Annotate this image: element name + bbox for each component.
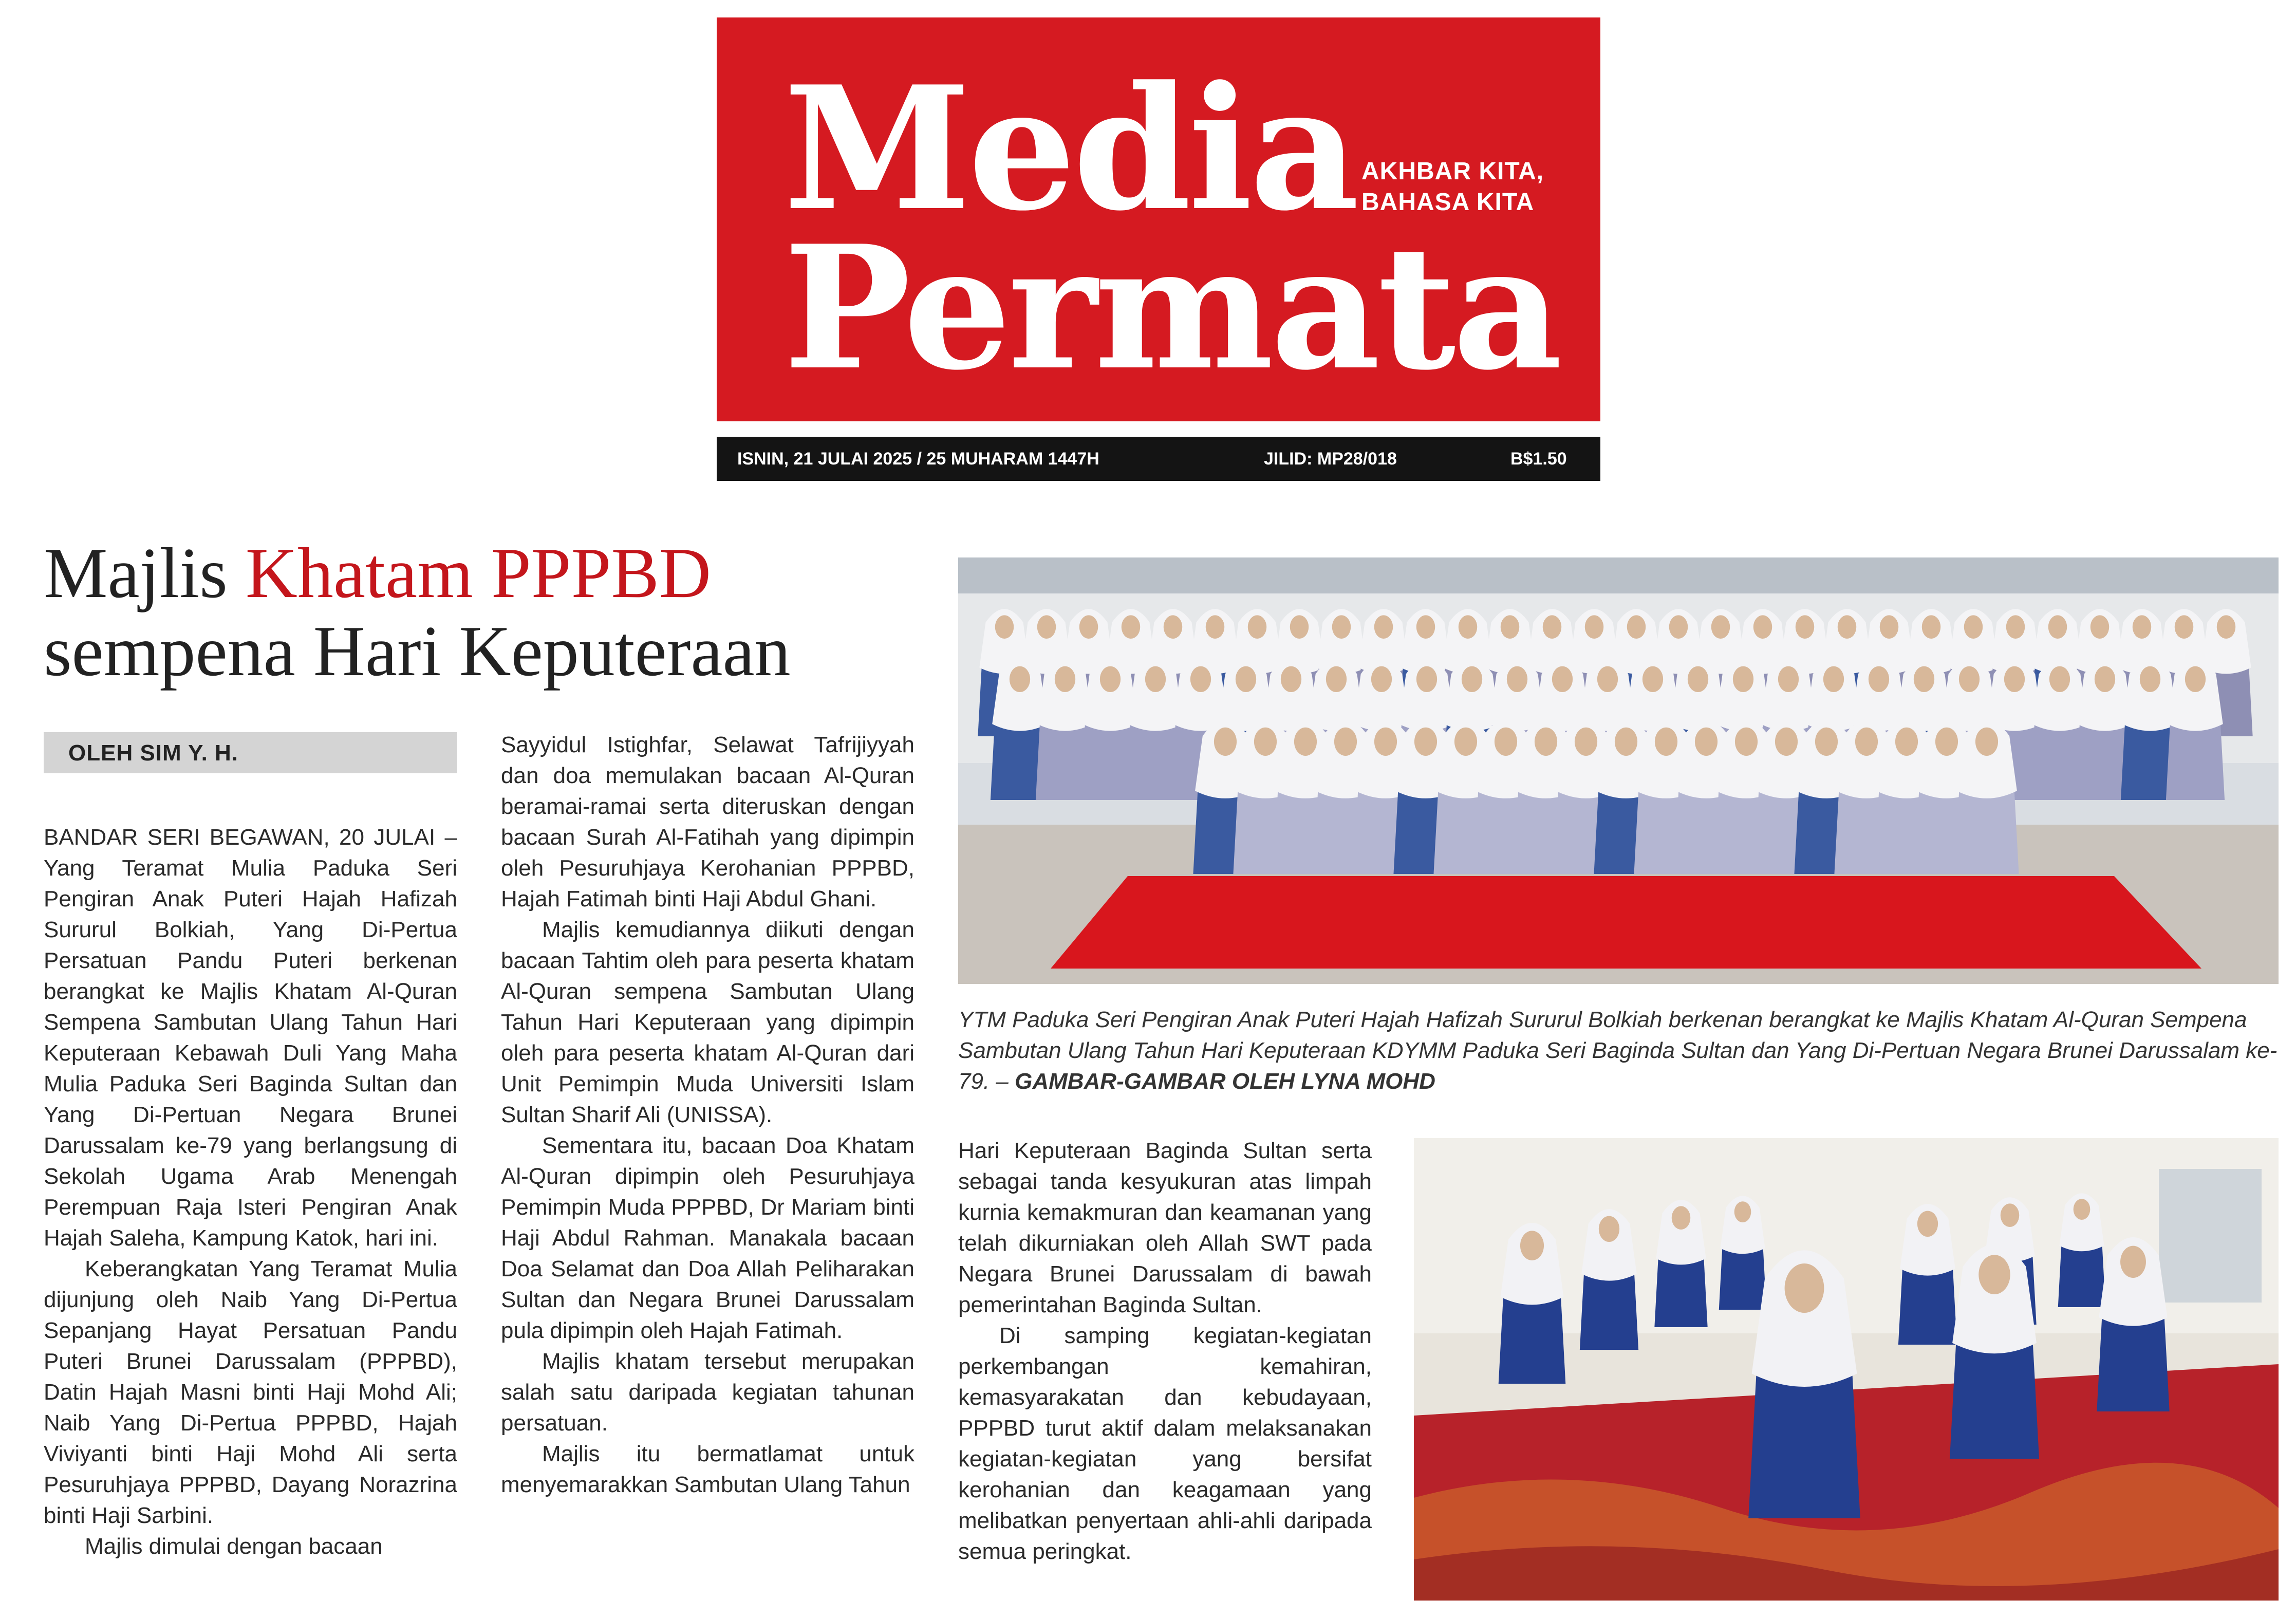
article-column-1 xyxy=(44,822,457,1598)
tagline-line-2: BAHASA KITA xyxy=(1361,189,1535,216)
article-column-3 xyxy=(958,1136,1372,1598)
byline-bar xyxy=(44,732,457,773)
photo-credit: GAMBAR-GAMBAR OLEH LYNA MOHD xyxy=(1015,1069,1435,1094)
photo-figure xyxy=(1954,720,2019,874)
paragraph: Sementara itu, bacaan Doa Khatam Al-Quran dipimpin oleh Pesuruhjaya Pemimpin Muda PPPBD, Dr Mariam binti Haji Abdul Rahman. Manakala bacaan Doa Selamat dan Doa Allah Peliharakan Sultan dan Negara Brunei Darussalam pula dipimpin oleh Hajah Fatimah. xyxy=(501,1133,914,1343)
issue-price: B$1.50 xyxy=(1510,449,1567,469)
photo-figure xyxy=(2166,659,2225,800)
headline-line2: sempena Hari Keputeraan xyxy=(44,611,791,691)
photo-figure xyxy=(2097,1237,2169,1411)
paragraph: Majlis dimulai dengan bacaan xyxy=(85,1534,383,1559)
participants-photo xyxy=(1414,1138,2279,1601)
group-photo xyxy=(958,557,2279,984)
photo-caption xyxy=(958,1005,2279,1097)
photo-figure xyxy=(2058,1193,2105,1307)
masthead-title-media: Media xyxy=(783,49,1357,248)
photo-figure xyxy=(1719,1196,1766,1310)
article-headline xyxy=(44,534,948,691)
headline-part1: Majlis xyxy=(44,533,246,613)
paragraph: Majlis kemudiannya diikuti dengan bacaan Tahtim oleh para peserta khatam Al-Quran sempena Sambutan Ulang Tahun Hari Keputeraan yang dipimpin oleh para peserta khatam Al-Quran dari Unit Pemimpin Muda Universiti Islam Sultan Sharif Ali (UNISSA). xyxy=(501,917,914,1127)
article-column-2 xyxy=(501,730,914,1598)
tagline-line-1: AKHBAR KITA, xyxy=(1361,158,1544,185)
paragraph: Majlis itu bermatlamat untuk menyemarakkan Sambutan Ulang Tahun xyxy=(501,1441,914,1497)
date-bar xyxy=(717,437,1600,481)
paragraph: Di samping kegiatan-kegiatan perkembangan kemahiran, kemasyarakatan dan kebudayaan, PPPBD turut aktif dalam melaksanakan kegiatan-kegiatan yang bersifat kerohanian dan keagamaan yang melibatkan penyertaan ahli-ahli daripada semua peringkat. xyxy=(958,1323,1372,1564)
photo-figure xyxy=(1950,1244,2039,1459)
masthead-title-permata: Permata xyxy=(783,208,1560,407)
paragraph: Majlis khatam tersebut merupakan salah satu daripada kegiatan tahunan persatuan. xyxy=(501,1349,914,1436)
headline-accent: Khatam PPPBD xyxy=(245,533,712,613)
photo-figure xyxy=(1499,1223,1566,1384)
paragraph: Keberangkatan Yang Teramat Mulia dijunjung oleh Naib Yang Di-Pertua Sepanjang Hayat Persatuan Pandu Puteri Brunei Darussalam (PPPBD), Datin Hajah Masni binti Haji Mohd Ali; Naib Yang Di-Pertua PPPBD, Hajah Viviyanti binti Haji Mohd Ali serta Pesuruhjaya PPPBD, Dayang Norazrina binti Haji Sarbini. xyxy=(44,1256,457,1528)
photo-figure xyxy=(1748,1250,1860,1518)
paragraph: BANDAR SERI BEGAWAN, 20 JULAI – Yang Teramat Mulia Paduka Seri Pengiran Anak Puteri Hajah Hafizah Sururul Bolkiah, Yang Di-Pertua Persatuan Pandu Puteri berkenan berangkat ke Majlis Khatam Al-Quran Sempena Sambutan Ulang Tahun Hari Keputeraan Kebawah Duli Yang Maha Mulia Paduka Seri Baginda Sultan dan Yang Di-Pertuan Negara Brunei Darussalam ke-79 yang berlangsung di Sekolah Ugama Arab Menengah Perempuan Raja Isteri Pengiran Anak Hajah Saleha, Kampung Katok, hari ini. xyxy=(44,825,457,1251)
issue-volume: JILID: MP28/018 xyxy=(1264,449,1397,469)
byline-text: OLEH SIM Y. H. xyxy=(68,740,239,766)
participants-photo-illustration xyxy=(1414,1138,2279,1601)
group-photo-illustration xyxy=(958,557,2279,984)
masthead-logo xyxy=(717,17,1600,421)
photo-figure xyxy=(1580,1209,1638,1350)
masthead-tagline xyxy=(1361,156,1544,218)
photo-figure xyxy=(1654,1200,1707,1327)
photo-figure xyxy=(1898,1204,1957,1345)
caption-text: YTM Paduka Seri Pengiran Anak Puteri Hajah Hafizah Sururul Bolkiah berkenan berangkat ke Majlis Khatam Al-Quran Sempena Sambutan Ulang Tahun Hari Keputeraan KDYMM Paduka Seri Baginda Sultan dan Yang Di-Pertuan Negara Brunei Darussalam ke-79. – xyxy=(958,1007,2278,1094)
issue-date: ISNIN, 21 JULAI 2025 / 25 MUHARAM 1447H xyxy=(737,449,1099,469)
paragraph: Sayyidul Istighfar, Selawat Tafrijiyyah dan doa memulakan bacaan Al-Quran beramai-ramai serta diteruskan dengan bacaan Surah Al-Fatihah yang dipimpin oleh Pesuruhjaya Kerohanian PPPBD, Hajah Fatimah binti Haji Abdul Ghani. xyxy=(501,732,914,912)
paragraph: Hari Keputeraan Baginda Sultan serta sebagai tanda kesyukuran atas limpah kurnia kemakmuran dan keamanan yang telah dikurniakan oleh Allah SWT pada Negara Brunei Darussalam di bawah pemerintahan Baginda Sultan. xyxy=(958,1138,1372,1317)
